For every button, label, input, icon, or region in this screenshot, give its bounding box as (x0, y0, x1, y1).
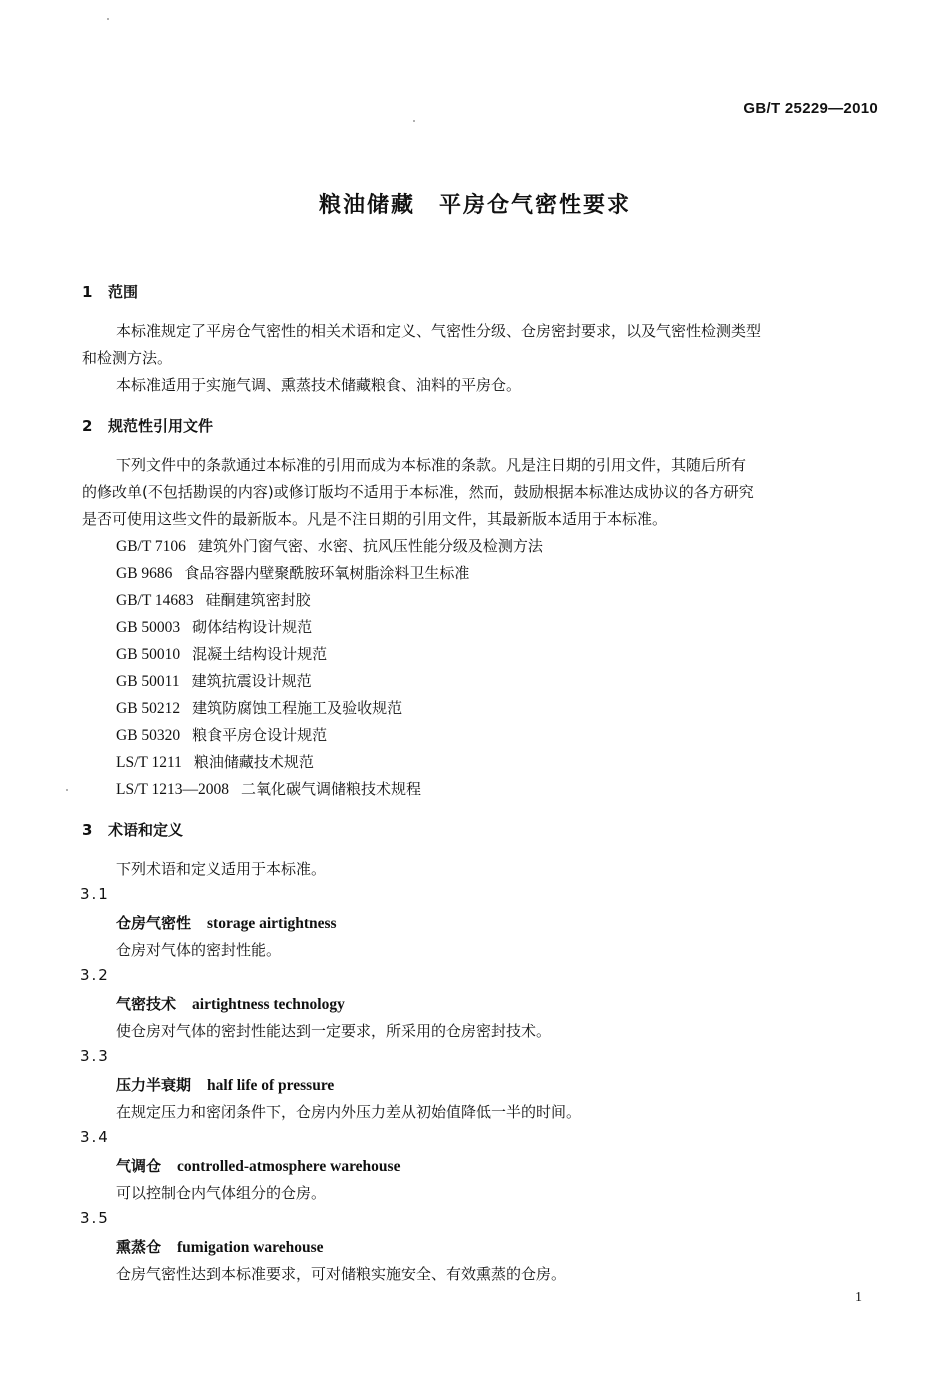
document-title: 粮油储藏 平房仓气密性要求 (318, 193, 631, 218)
reference-item: GB/T 7106 建筑外门窗气密、水密、抗风压性能分级及检测方法 (116, 537, 543, 555)
reference-item: LS/T 1211 粮油储藏技术规范 (116, 753, 314, 771)
term-number: 3.3 (80, 1047, 110, 1065)
reference-item: GB 9686 食品容器内壁聚酰胺环氧树脂涂料卫生标准 (116, 564, 470, 582)
reference-item: GB 50003 砌体结构设计规范 (116, 618, 313, 636)
term-number: 3.5 (80, 1209, 110, 1227)
paragraph-line: 下列术语和定义适用于本标准。 (116, 860, 327, 878)
section-title: 规范性引用文件 (108, 417, 214, 435)
section-title: 范围 (108, 283, 139, 301)
paragraph-line: 本标准适用于实施气调、熏蒸技术储藏粮食、油料的平房仓。 (116, 376, 522, 394)
term-number: 3.2 (80, 966, 110, 984)
term-number: 3.4 (80, 1128, 110, 1146)
paragraph-line: 和检测方法。 (82, 349, 173, 367)
term-heading: 气调仓 controlled-atmosphere warehouse (116, 1157, 401, 1175)
term-definition: 在规定压力和密闭条件下，仓房内外压力差从初始值降低一半的时间。 (116, 1103, 582, 1121)
term-heading: 仓房气密性 storage airtightness (116, 914, 337, 932)
reference-item: GB 50212 建筑防腐蚀工程施工及验收规范 (116, 699, 403, 717)
term-heading: 气密技术 airtightness technology (116, 995, 345, 1013)
section-number: 1 (82, 283, 93, 301)
term-definition: 仓房对气体的密封性能。 (116, 941, 282, 959)
reference-item: GB/T 14683 硅酮建筑密封胶 (116, 591, 311, 609)
section-number: 2 (82, 417, 93, 435)
scan-speck (107, 18, 109, 20)
page-number: 1 (855, 1290, 862, 1305)
standard-code: GB/T 25229—2010 (743, 100, 878, 117)
reference-item: LS/T 1213—2008 二氧化碳气调储粮技术规程 (116, 780, 421, 798)
reference-item: GB 50011 建筑抗震设计规范 (116, 672, 312, 690)
reference-item: GB 50010 混凝土结构设计规范 (116, 645, 328, 663)
section-number: 3 (82, 821, 93, 839)
term-heading: 熏蒸仓 fumigation warehouse (116, 1238, 324, 1256)
section-title: 术语和定义 (108, 821, 184, 839)
section-heading-scope (82, 281, 138, 302)
paragraph-line: 是否可使用这些文件的最新版本。凡是不注日期的引用文件，其最新版本适用于本标准。 (82, 510, 668, 528)
section-heading-normative-references (82, 415, 213, 436)
scan-speck (413, 120, 415, 122)
paragraph-line: 的修改单(不包括勘误的内容)或修订版均不适用于本标准，然而，鼓励根据本标准达成协议的各方研究 (82, 483, 754, 501)
reference-item: GB 50320 粮食平房仓设计规范 (116, 726, 328, 744)
term-definition: 仓房气密性达到本标准要求，可对储粮实施安全、有效熏蒸的仓房。 (116, 1265, 567, 1283)
term-definition: 可以控制仓内气体组分的仓房。 (116, 1184, 327, 1202)
term-definition: 使仓房对气体的密封性能达到一定要求，所采用的仓房密封技术。 (116, 1022, 552, 1040)
paragraph-line: 下列文件中的条款通过本标准的引用而成为本标准的条款。凡是注日期的引用文件，其随后所有 (116, 456, 747, 474)
scan-speck (66, 789, 68, 791)
term-number: 3.1 (80, 885, 110, 903)
term-heading: 压力半衰期 half life of pressure (116, 1076, 335, 1094)
paragraph-line: 本标准规定了平房仓气密性的相关术语和定义、气密性分级、仓房密封要求，以及气密性检测类型 (116, 322, 762, 340)
section-heading-terms-definitions (82, 819, 183, 840)
